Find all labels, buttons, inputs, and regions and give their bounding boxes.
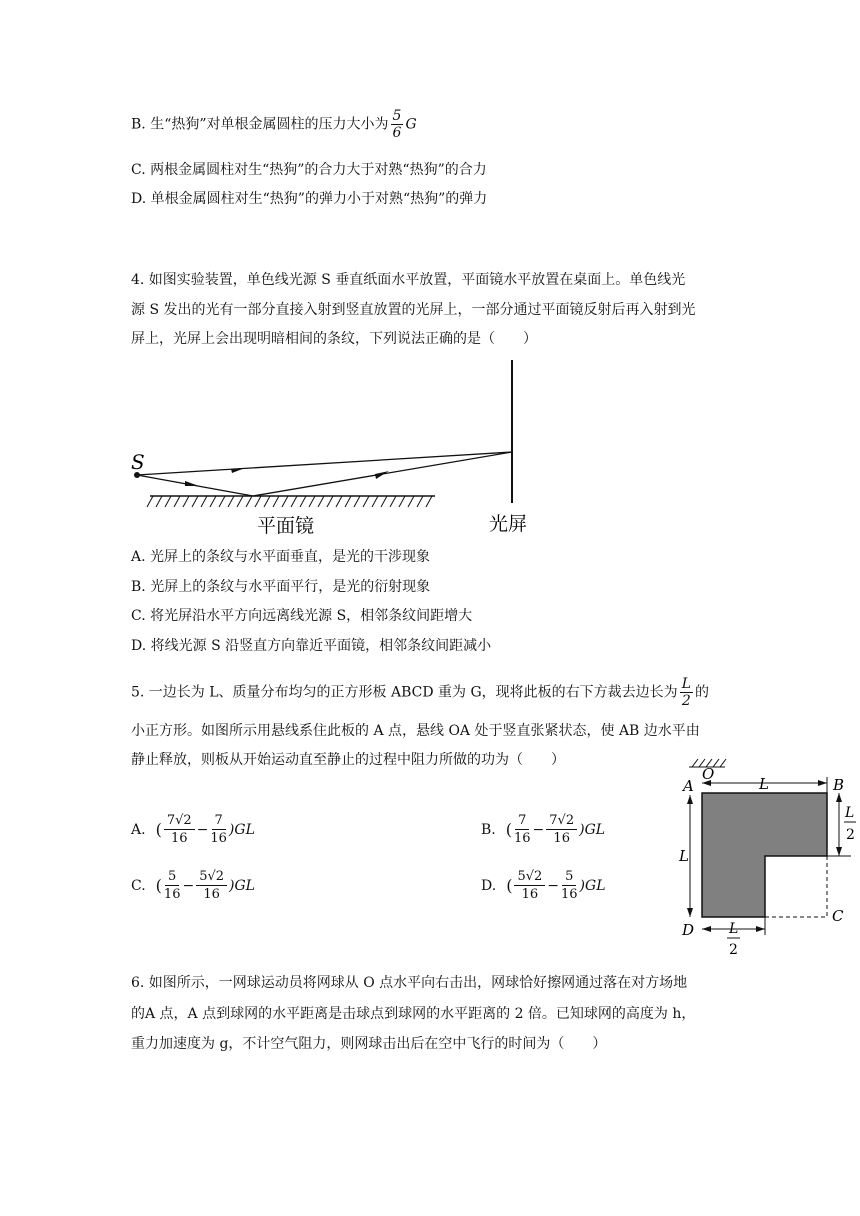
q3-option-b-fraction: $\frac{5}{6}$	[392, 108, 402, 141]
dim-left-label: L	[679, 847, 689, 865]
dim-right-num: L	[845, 805, 855, 821]
q5-option-a: A. ( $\frac{7√2}{16}$ − $\frac{7}{16}$ )GL	[131, 813, 255, 846]
dim-left-top-arrow-icon	[687, 795, 693, 804]
removed-square-outline	[765, 856, 827, 917]
dim-top-right-arrow-icon	[818, 780, 827, 786]
q4-option-b: B. 光屏上的条纹与水平面平行，是光的衍射现象	[131, 579, 431, 595]
point-b-label: B	[833, 776, 845, 794]
q6-stem-line1: 6. 如图所示，一网球运动员将网球从 O 点水平向右击出，网球恰好擦网通过落在对方场地	[131, 975, 688, 991]
q5-stem-line3: 静止释放，则板从开始运动直至静止的过程中阻力所做的功为（ ）	[131, 752, 565, 768]
q5-stem-line2: 小正方形。如图所示用悬线系住此板的 A 点，悬线 OA 处于竖直张紧状态，使 AB 边水平由	[131, 723, 700, 739]
q3-option-b: B. 生“热狗”对单根金属圆柱的压力大小为 $\frac{5}{6}$ G	[131, 108, 417, 141]
reflected-ray-arrow-icon	[375, 471, 389, 479]
q5-option-d: D. ( $\frac{5√2}{16}$ − $\frac{5}{16}$ )GL	[481, 869, 606, 902]
point-c-label: C	[832, 907, 844, 925]
dim-bottom-right-arrow-icon	[756, 926, 765, 932]
q4-option-d: D. 将线光源 S 沿竖直方向靠近平面镜，相邻条纹间距减小	[131, 638, 492, 654]
point-a-label: A	[683, 777, 694, 795]
q5-stem-line1: 5. 一边长为 L、质量分布均匀的正方形板 ABCD 重为 G，现将此板的右下方裁去边长为 $\frac{L}{2}$ 的	[131, 676, 709, 709]
dim-left-bottom-arrow-icon	[687, 908, 693, 917]
dim-right-den: 2	[846, 827, 855, 843]
q5-stem-fraction: $\frac{L}{2}$	[681, 676, 691, 709]
dim-bottom-left-arrow-icon	[702, 926, 711, 932]
mirror-label: 平面镜	[257, 515, 315, 537]
source-label: S	[131, 450, 145, 474]
dim-top-label: L	[759, 775, 769, 793]
mirror-hatching	[147, 496, 432, 507]
screen-label: 光屏	[489, 513, 528, 535]
q6-stem-line2: 的A 点，A 点到球网的水平距离是击球点到球网的水平距离的 2 倍。已知球网的高度为 h，	[131, 1006, 696, 1022]
q5-option-b: B. ( $\frac{7}{16}$ − $\frac{7√2}{16}$ )GL	[481, 813, 606, 846]
dim-bottom-num: L	[729, 921, 739, 937]
q4-option-c: C. 将光屏沿水平方向远离线光源 S，相邻条纹间距增大	[131, 608, 473, 624]
point-d-label: D	[682, 921, 695, 939]
q3-option-c: C. 两根金属圆柱对生“热狗”的合力大于对熟“热狗”的合力	[131, 162, 487, 178]
q4-figure	[125, 355, 545, 545]
q4-stem-line3: 屏上，光屏上会出现明暗相间的条纹，下列说法正确的是（ ）	[131, 331, 537, 347]
plate-shape	[702, 793, 827, 917]
q5-option-c: C. ( $\frac{5}{16}$ − $\frac{5√2}{16}$ )GL	[131, 869, 255, 902]
q4-option-a: A. 光屏上的条纹与水平面垂直，是光的干涉现象	[131, 549, 431, 565]
dim-bottom-den: 2	[729, 942, 738, 958]
q6-stem-line3: 重力加速度为 g，不计空气阻力，则网球击出后在空中飞行的时间为（ ）	[131, 1036, 607, 1052]
dim-right-bottom-arrow-icon	[836, 847, 842, 856]
q4-stem-line2: 源 S 发出的光有一部分直接入射到竖直放置的光屏上，一部分通过平面镜反射后再入射到光	[131, 302, 696, 318]
dim-right-top-arrow-icon	[836, 793, 842, 802]
q5-figure	[675, 755, 860, 965]
direct-ray	[137, 452, 512, 475]
q3-option-d: D. 单根金属圆柱对生“热狗”的弹力小于对熟“热狗”的弹力	[131, 191, 488, 207]
incident-ray-arrow-icon	[185, 481, 199, 486]
q4-stem-line1: 4. 如图实验装置，单色线光源 S 垂直纸面水平放置，平面镜水平放置在桌面上。单色线光	[131, 272, 686, 288]
point-o-label: O	[702, 765, 715, 783]
